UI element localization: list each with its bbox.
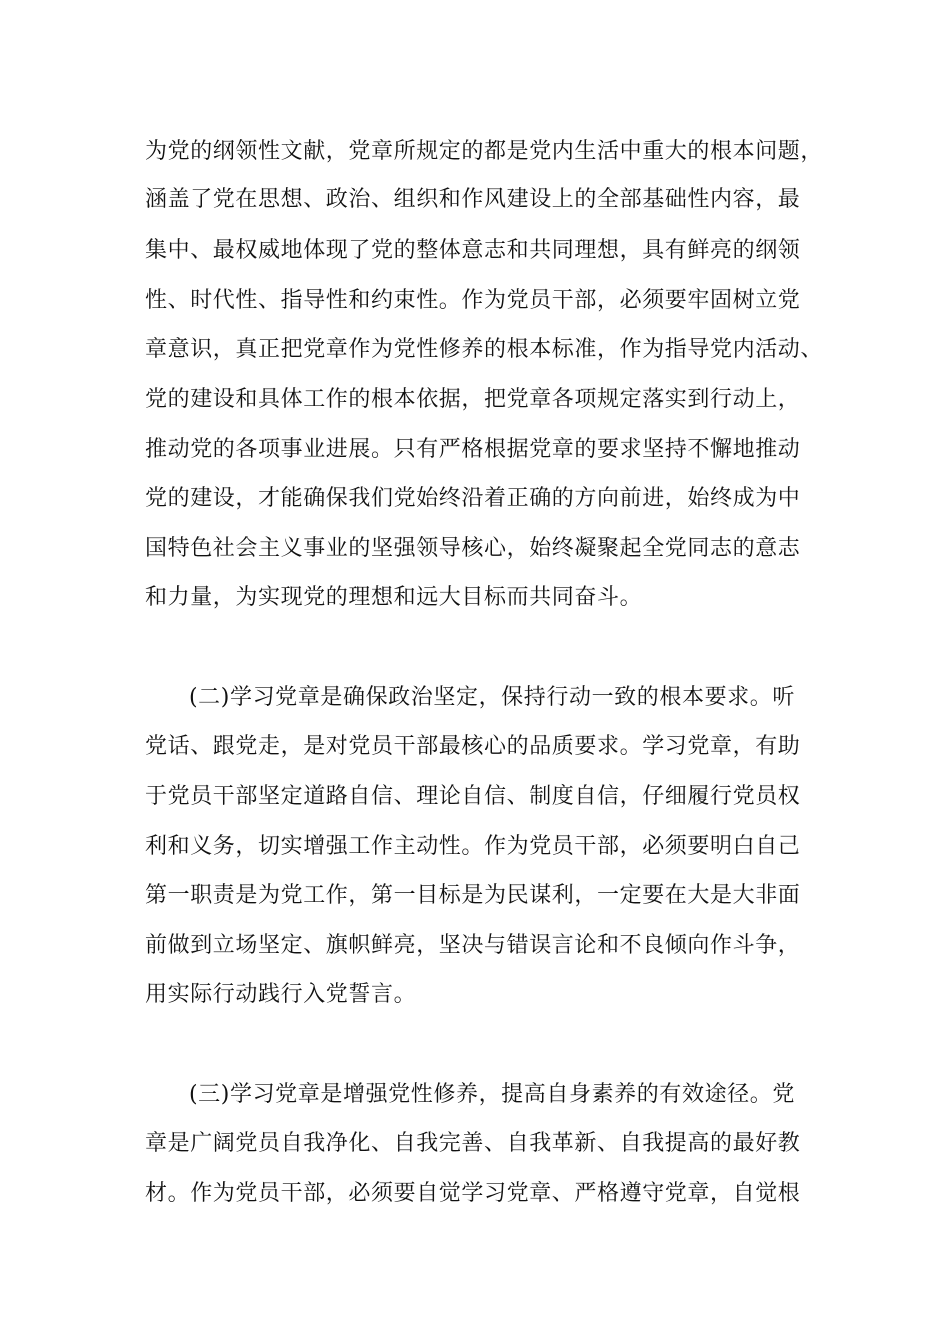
text-line: 章是广阔党员自我净化、自我完善、自我革新、自我提高的最好教 <box>145 1131 801 1156</box>
text-line: 利和义务，切实增强工作主动性。作为党员干部，必须要明白自己 <box>145 834 801 859</box>
text-line: 前做到立场坚定、旗帜鲜亮，坚决与错误言论和不良倾向作斗争， <box>145 933 801 958</box>
text-line: 国特色社会主义事业的坚强领导核心，始终凝聚起全党同志的意志 <box>145 536 801 561</box>
text-line: 党的建设，才能确保我们党始终沿着正确的方向前进，始终成为中 <box>145 486 801 511</box>
text-line: 于党员干部坚定道路自信、理论自信、制度自信，仔细履行党员权 <box>145 784 801 809</box>
text-line: 集中、最权威地体现了党的整体意志和共同理想，具有鲜亮的纲领 <box>145 238 801 263</box>
text-line: 党的建设和具体工作的根本依据，把党章各项规定落实到行动上， <box>145 387 801 412</box>
text-line: 推动党的各项事业进展。只有严格根据党章的要求坚持不懈地推动 <box>145 437 801 462</box>
text-line: (三)学习党章是增强党性修养，提高自身素养的有效途径。党 <box>189 1082 795 1107</box>
text-line: 涵盖了党在思想、政治、组织和作风建设上的全部基础性内容，最 <box>145 187 801 212</box>
text-line: 和力量，为实现党的理想和远大目标而共同奋斗。 <box>145 585 643 610</box>
text-line: 材。作为党员干部，必须要自觉学习党章、严格遵守党章，自觉根 <box>145 1181 801 1206</box>
text-line: 党话、跟党走，是对党员干部最核心的品质要求。学习党章，有助 <box>145 734 801 759</box>
text-line: (二)学习党章是确保政治坚定，保持行动一致的根本要求。听 <box>189 685 795 710</box>
text-line: 性、时代性、指导性和约束性。作为党员干部，必须要牢固树立党 <box>145 288 801 313</box>
text-line: 章意识，真正把党章作为党性修养的根本标准，作为指导党内活动、 <box>145 337 824 362</box>
text-line: 为党的纲领性文献，党章所规定的都是党内生活中重大的根本问题， <box>145 139 824 164</box>
text-line: 用实际行动践行入党誓言。 <box>145 982 417 1007</box>
text-line: 第一职责是为党工作，第一目标是为民谋利，一定要在大是大非面 <box>145 883 801 908</box>
